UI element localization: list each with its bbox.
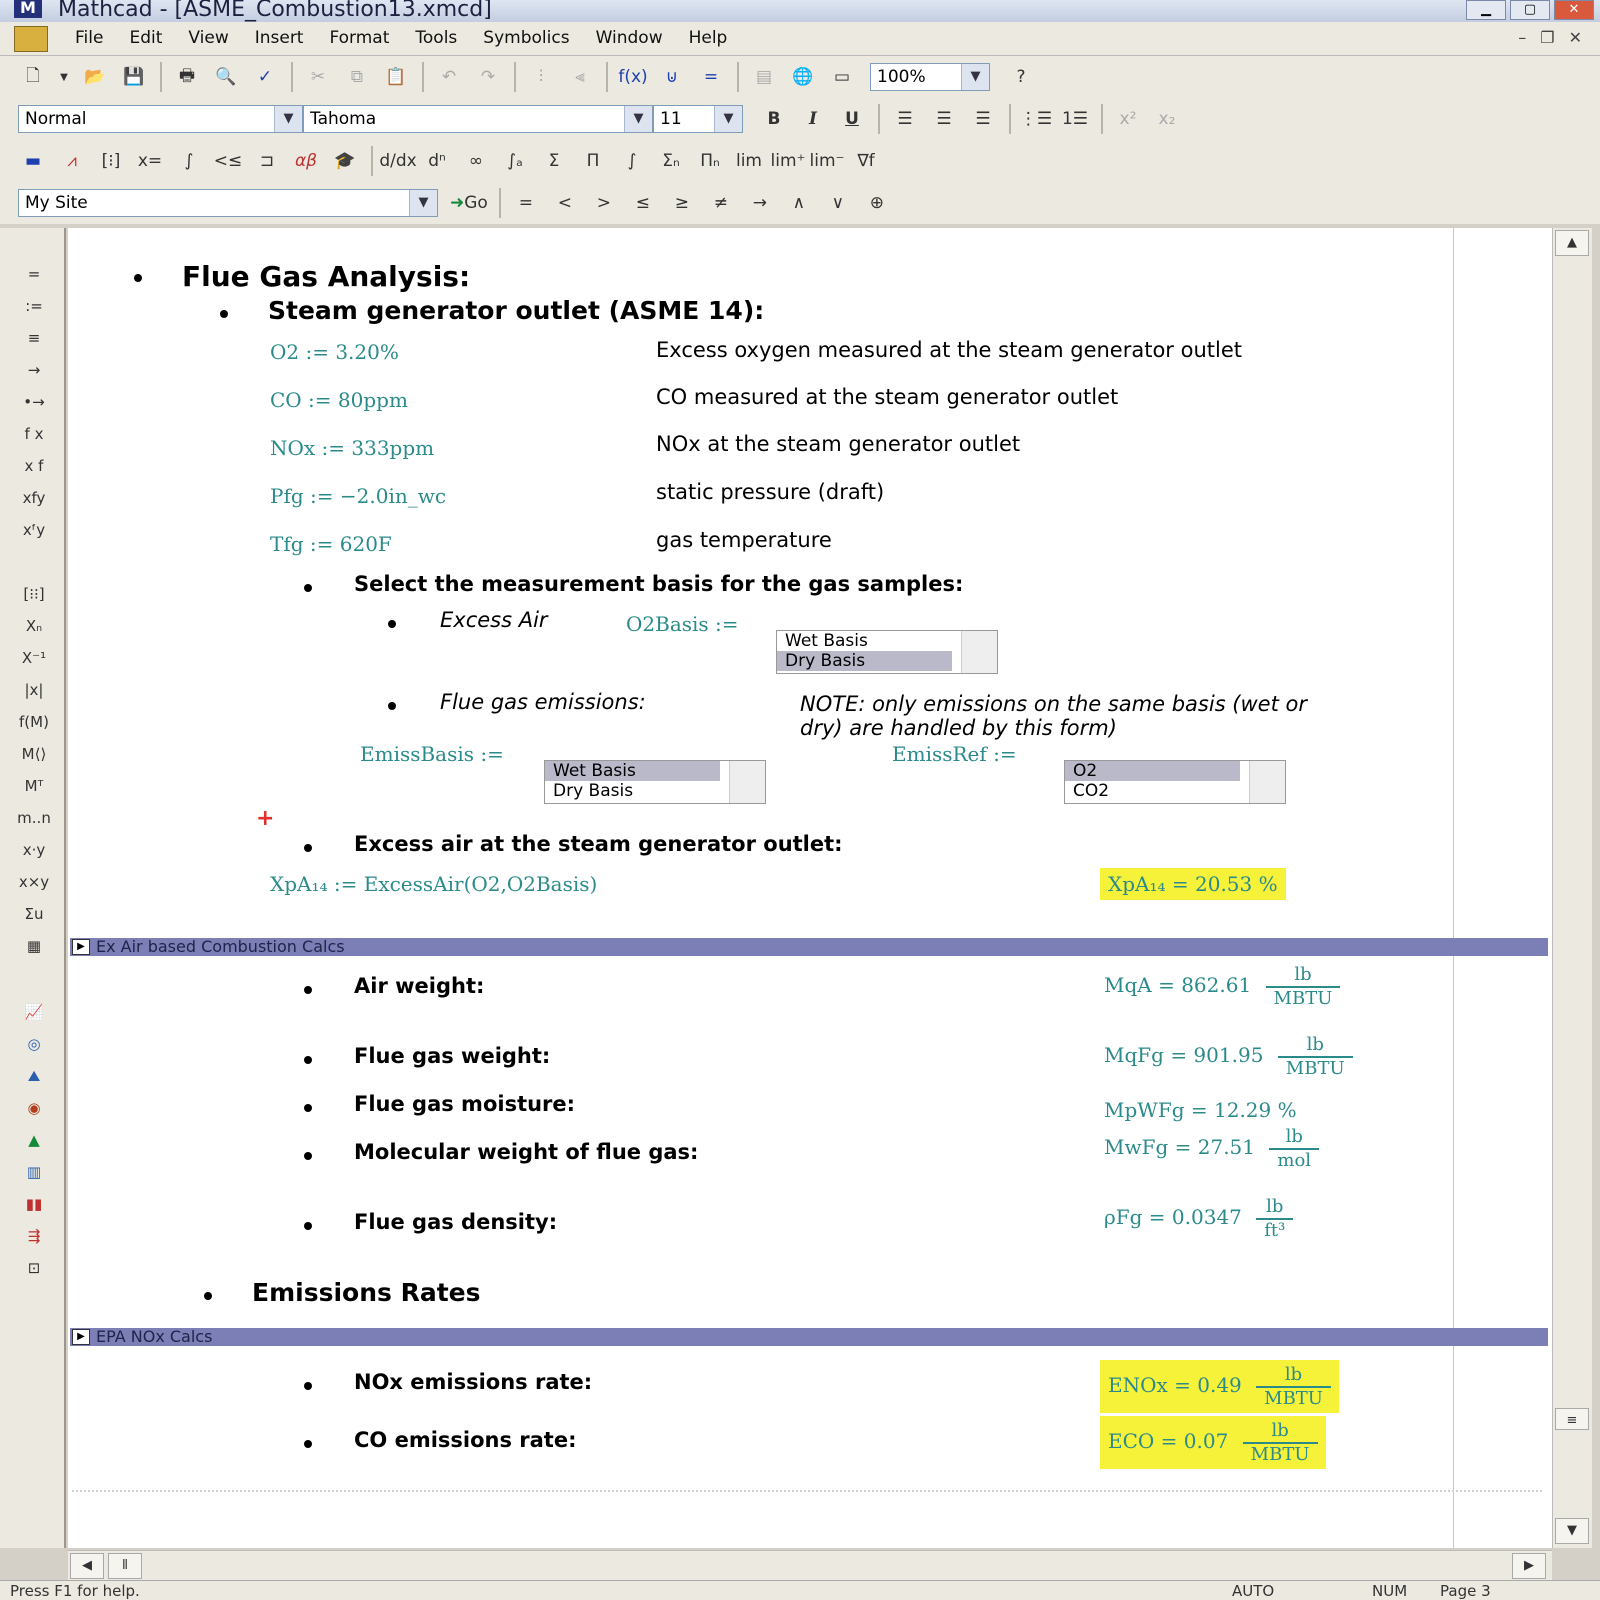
bullet xyxy=(220,310,228,318)
emissbasis-option-wet[interactable]: Wet Basis xyxy=(545,761,720,781)
font-value: Tahoma xyxy=(310,109,377,129)
left-palette xyxy=(0,228,66,1548)
less-equal-symbol-button[interactable]: ≤ xyxy=(635,193,650,213)
document-icon[interactable] xyxy=(14,26,48,52)
align-right-icon[interactable]: ☰ xyxy=(975,109,991,129)
minimize-button[interactable]: ▁ xyxy=(1466,0,1506,20)
unit-numerator: lb xyxy=(1271,1420,1289,1441)
expand-region-icon[interactable]: ▶ xyxy=(72,1329,90,1345)
excess-air-heading: Excess air at the steam generator outlet: xyxy=(354,832,843,856)
font-select[interactable] xyxy=(303,105,653,133)
close-button[interactable]: ✕ xyxy=(1554,0,1594,20)
menu-window[interactable]: Window xyxy=(595,28,663,48)
zoom-value: 100% xyxy=(877,67,926,87)
align-across-icon[interactable]: ⫶ xyxy=(538,67,544,87)
result-value: MwFg = 27.51 xyxy=(1104,1135,1256,1160)
numbered-list-icon[interactable]: 1☰ xyxy=(1061,109,1089,129)
palette-transpose-icon[interactable]: Mᵀ xyxy=(24,777,44,795)
unit-denominator: MBTU xyxy=(1243,1442,1318,1466)
result-value: ENOx = 0.49 xyxy=(1108,1373,1242,1398)
font-size-select[interactable] xyxy=(653,105,743,133)
palette-arrow-icon[interactable]: → xyxy=(27,361,41,379)
scroll-down-icon[interactable]: ▼ xyxy=(1555,1518,1589,1544)
palette-subscript-icon[interactable]: Xₙ xyxy=(25,617,43,635)
listbox-scrollbar[interactable] xyxy=(961,631,997,673)
xpa-result[interactable]: XpA₁₄ = 20.53 % xyxy=(1100,868,1286,900)
unit-denominator: mol xyxy=(1269,1148,1319,1172)
result-value: MqFg = 901.95 xyxy=(1104,1043,1264,1068)
listbox-scrollbar[interactable] xyxy=(1249,761,1285,803)
right-margin-line xyxy=(1453,228,1454,1548)
go-arrow-icon: ➜ xyxy=(450,193,465,213)
region-label: Ex Air based Combustion Calcs xyxy=(96,937,345,956)
bullet xyxy=(204,1292,212,1300)
bullet xyxy=(304,986,312,994)
result-label: Flue gas weight: xyxy=(354,1044,551,1068)
copy-icon[interactable]: ⧉ xyxy=(350,67,364,87)
calc-nth-derivative-icon[interactable]: dⁿ xyxy=(428,151,446,171)
summation-icon[interactable]: Σ xyxy=(548,151,560,171)
unit-denominator: ft³ xyxy=(1256,1218,1293,1242)
palette-global-define-icon[interactable]: ≡ xyxy=(27,329,41,347)
h-scroll-thumb[interactable]: ⦀ xyxy=(108,1553,142,1579)
style-select[interactable] xyxy=(18,105,303,133)
flue-gas-emissions-label: Flue gas emissions: xyxy=(440,690,646,714)
go-button[interactable] xyxy=(450,188,488,218)
chevron-down-icon[interactable]: ▼ xyxy=(714,106,742,132)
unit-denominator: MBTU xyxy=(1266,986,1341,1010)
tfg-description: gas temperature xyxy=(656,528,832,552)
unit-numerator: lb xyxy=(1285,1126,1303,1147)
calculus-icon[interactable]: ∫ xyxy=(184,151,194,171)
menu-file[interactable]: File xyxy=(75,28,104,48)
align-center-icon[interactable]: ☰ xyxy=(936,109,952,129)
doc-close-button[interactable]: ✕ xyxy=(1568,28,1582,47)
italic-button[interactable]: I xyxy=(809,109,817,129)
nox-description: NOx at the steam generator outlet xyxy=(656,432,1021,456)
site-select[interactable] xyxy=(18,189,438,217)
o2-description: Excess oxygen measured at the steam generator outlet xyxy=(656,338,1243,362)
unit-denominator: MBTU xyxy=(1278,1056,1353,1080)
emissref-definition: EmissRef := xyxy=(892,742,1017,766)
programming-icon[interactable]: ⊐ xyxy=(259,151,275,171)
palette-abs-icon[interactable]: |x| xyxy=(24,681,44,699)
unit-numerator: lb xyxy=(1294,964,1312,985)
menu-edit[interactable]: Edit xyxy=(129,28,163,48)
subscript-icon[interactable]: x₂ xyxy=(1158,109,1176,129)
collapsed-region-ex-air[interactable] xyxy=(70,938,1548,956)
basis-note-line2: dry) are handled by this form) xyxy=(800,716,1117,740)
collapsed-region-epa-nox[interactable] xyxy=(70,1328,1548,1346)
basis-heading: Select the measurement basis for the gas samples: xyxy=(354,572,964,596)
align-left-icon[interactable]: ☰ xyxy=(897,109,913,129)
menu-symbolics[interactable]: Symbolics xyxy=(483,28,570,48)
calculator-icon[interactable]: ▬ xyxy=(24,151,42,171)
result-label: Flue gas density: xyxy=(354,1210,558,1234)
equal-symbol-button[interactable]: = xyxy=(518,193,533,213)
menu-bar xyxy=(0,22,1600,56)
result-value: ECO = 0.07 xyxy=(1108,1429,1229,1454)
product-icon[interactable]: Π xyxy=(586,151,600,171)
flue-gas-moisture-result[interactable]: MpWFg = 12.29 % xyxy=(1104,1098,1297,1122)
palette-bar-chart-icon[interactable]: ▮▮ xyxy=(25,1195,43,1213)
print-icon[interactable]: 🖶 xyxy=(178,65,196,86)
xor-symbol-button[interactable]: ⊕ xyxy=(869,193,884,213)
vector-field-icon[interactable]: ∇f xyxy=(857,151,875,171)
superscript-icon[interactable]: x² xyxy=(1119,109,1137,129)
region-label: EPA NOx Calcs xyxy=(96,1327,213,1346)
status-calc-mode: AUTO xyxy=(1232,1582,1275,1600)
implies-symbol-button[interactable]: → xyxy=(752,193,767,213)
emission-label: CO emissions rate: xyxy=(354,1428,577,1452)
menu-view[interactable]: View xyxy=(188,28,229,48)
status-help-text: Press F1 for help. xyxy=(10,1582,140,1600)
bullet xyxy=(304,1104,312,1112)
standard-toolbar xyxy=(0,56,1600,98)
scroll-left-icon[interactable]: ◀ xyxy=(70,1553,104,1579)
o2basis-option-dry[interactable]: Dry Basis xyxy=(777,651,952,671)
graph-icon[interactable]: ⩘ xyxy=(67,151,77,171)
resources-toolbar xyxy=(0,182,1600,224)
paste-icon[interactable]: 📋 xyxy=(385,67,407,87)
basis-note: NOTE: only emissions on the same basis (wet or xyxy=(800,692,1307,716)
bullet xyxy=(304,844,312,852)
palette-surface-plot-icon[interactable]: ⛰ xyxy=(27,1067,41,1085)
greek-icon[interactable]: αβ xyxy=(294,151,318,171)
unit-numerator: lb xyxy=(1266,1196,1284,1217)
section-heading: Flue Gas Analysis: xyxy=(182,260,471,293)
print-preview-icon[interactable]: 🔍 xyxy=(215,67,237,87)
co-definition[interactable]: CO := 80ppm xyxy=(270,388,408,412)
window-title: Mathcad - [ASME_Combustion13.xmcd] xyxy=(58,0,492,22)
co-emissions-result[interactable] xyxy=(1100,1416,1326,1469)
result-value: ρFg = 0.0347 xyxy=(1104,1205,1242,1230)
matrix-icon[interactable]: [⁝] xyxy=(101,151,121,171)
save-icon[interactable]: 💾 xyxy=(123,67,145,87)
greater-equal-symbol-button[interactable]: ≥ xyxy=(674,193,689,213)
insertion-cursor-icon: + xyxy=(256,806,275,831)
nox-emissions-result[interactable] xyxy=(1100,1360,1339,1413)
style-value: Normal xyxy=(25,109,87,129)
palette-contour-plot-icon[interactable]: ◉ xyxy=(27,1099,41,1117)
insert-unit-icon[interactable]: ⊍ xyxy=(665,67,679,87)
air-weight-result[interactable] xyxy=(1104,964,1340,1009)
palette-cross-product-icon[interactable]: x×y xyxy=(18,873,50,891)
flue-gas-weight-result[interactable] xyxy=(1104,1034,1353,1079)
spell-check-icon[interactable]: ✓ xyxy=(257,67,273,87)
palette-sum-icon[interactable]: Σu xyxy=(24,905,44,923)
bullet xyxy=(304,1056,312,1064)
range-product-icon[interactable]: Πₙ xyxy=(700,151,720,171)
excess-air-label: Excess Air xyxy=(440,608,548,632)
mathcad-logo-icon: M xyxy=(14,0,42,18)
definite-integral-icon[interactable]: ∫ₐ xyxy=(507,151,523,171)
result-label: Air weight: xyxy=(354,974,485,998)
palette-equals-icon[interactable]: = xyxy=(27,265,41,283)
and-symbol-button[interactable]: ∧ xyxy=(792,193,806,213)
emissbasis-listbox[interactable] xyxy=(544,760,766,804)
xpa-definition[interactable]: XpA₁₄ := ExcessAir(O2,O2Basis) xyxy=(270,872,598,896)
palette-xfy-sub-icon[interactable]: xᶠy xyxy=(22,521,46,539)
palette-xy-plot-icon[interactable]: 📈 xyxy=(24,1003,44,1021)
bullet xyxy=(304,1440,312,1448)
chevron-down-icon[interactable]: ▼ xyxy=(624,106,652,132)
co-description: CO measured at the steam generator outlet xyxy=(656,385,1119,409)
o2basis-option-wet[interactable]: Wet Basis xyxy=(785,631,868,651)
chevron-down-icon[interactable]: ▼ xyxy=(274,106,302,132)
palette-xfy-icon[interactable]: xfy xyxy=(22,489,46,507)
status-num-lock: NUM xyxy=(1372,1582,1408,1600)
emissions-heading: Emissions Rates xyxy=(252,1278,481,1307)
font-size-value: 11 xyxy=(660,109,682,129)
bullet xyxy=(304,584,312,592)
greater-symbol-button[interactable]: > xyxy=(596,193,611,213)
listbox-scrollbar[interactable] xyxy=(729,761,765,803)
status-bar xyxy=(0,1580,1600,1600)
limit-left-icon[interactable]: lim⁻ xyxy=(809,151,845,171)
pfg-description: static pressure (draft) xyxy=(656,480,885,504)
nox-definition[interactable]: NOx := 333ppm xyxy=(270,436,435,460)
new-icon[interactable]: 🗋 xyxy=(26,65,40,86)
zoom-select[interactable] xyxy=(870,63,990,91)
cut-icon[interactable]: ✂ xyxy=(310,67,326,87)
redo-icon[interactable]: ↷ xyxy=(480,67,496,87)
palette-range-icon[interactable]: m..n xyxy=(17,809,51,827)
emissbasis-definition: EmissBasis := xyxy=(360,742,504,766)
maximize-button[interactable]: ▢ xyxy=(1510,0,1550,20)
menu-tools[interactable]: Tools xyxy=(415,28,458,48)
palette-fx-icon[interactable]: f x xyxy=(24,425,44,443)
indefinite-integral-icon[interactable]: ∫ xyxy=(627,151,637,171)
formatting-toolbar xyxy=(0,98,1600,140)
doc-minimize-button[interactable]: – xyxy=(1518,28,1527,47)
emissref-option-o2[interactable]: O2 xyxy=(1065,761,1240,781)
palette-picture-icon[interactable]: ▦ xyxy=(26,937,42,955)
or-symbol-button[interactable]: ∨ xyxy=(831,193,845,213)
window-icon[interactable]: ▭ xyxy=(833,67,851,87)
go-label: Go xyxy=(464,193,488,213)
range-sum-icon[interactable]: Σₙ xyxy=(662,151,680,171)
expand-region-icon[interactable]: ▶ xyxy=(72,939,90,955)
palette-vectorize-icon[interactable]: f(M) xyxy=(19,713,49,731)
emission-label: NOx emissions rate: xyxy=(354,1370,593,1394)
menu-insert[interactable]: Insert xyxy=(254,28,304,48)
flue-gas-density-result[interactable] xyxy=(1104,1196,1293,1241)
evaluation-icon[interactable]: x= xyxy=(137,151,163,171)
bullet xyxy=(304,1152,312,1160)
menu-help[interactable]: Help xyxy=(688,28,728,48)
page-break-line xyxy=(72,1490,1542,1492)
help-icon[interactable]: ? xyxy=(1016,67,1026,87)
menu-format[interactable]: Format xyxy=(329,28,390,48)
limit-right-icon[interactable]: lim⁺ xyxy=(770,151,806,171)
insert-component-icon[interactable]: ▤ xyxy=(755,67,773,87)
chevron-down-icon[interactable]: ▼ xyxy=(961,64,989,90)
open-icon[interactable]: 📂 xyxy=(84,67,106,87)
palette-3d-bar-icon[interactable]: ▥ xyxy=(26,1163,42,1181)
status-page-number: Page 3 xyxy=(1440,1582,1491,1600)
new-dropdown-icon[interactable]: ▼ xyxy=(60,71,68,83)
subsection-heading: Steam generator outlet (ASME 14): xyxy=(268,296,765,325)
undo-icon[interactable]: ↶ xyxy=(441,67,457,87)
vertical-scrollbar[interactable] xyxy=(1552,228,1592,1548)
not-equal-symbol-button[interactable]: ≠ xyxy=(713,193,728,213)
site-value: My Site xyxy=(25,193,88,213)
unit-numerator: lb xyxy=(1306,1034,1324,1055)
calculate-icon[interactable]: = xyxy=(703,67,719,87)
math-toolbar xyxy=(0,140,1600,182)
scroll-right-icon[interactable]: ▶ xyxy=(1512,1553,1546,1579)
unit-denominator: MBTU xyxy=(1256,1386,1331,1410)
result-label: Flue gas moisture: xyxy=(354,1092,576,1116)
o2-definition[interactable]: O2 := 3.20% xyxy=(270,340,399,364)
palette-inverse-icon[interactable]: X⁻¹ xyxy=(21,649,47,667)
tfg-definition[interactable]: Tfg := 620F xyxy=(270,532,392,556)
doc-restore-button[interactable]: ❐ xyxy=(1540,28,1555,47)
palette-define-icon[interactable]: := xyxy=(25,297,43,315)
emissbasis-option-dry[interactable]: Dry Basis xyxy=(553,781,634,801)
align-down-icon[interactable]: ⫷ xyxy=(575,67,585,87)
title-bar xyxy=(0,0,1600,22)
palette-dot-arrow-icon[interactable]: •→ xyxy=(23,393,45,411)
calc-derivative-icon[interactable]: d/dx xyxy=(379,151,417,171)
pfg-definition[interactable]: Pfg := −2.0in_wc xyxy=(270,484,447,508)
bullet xyxy=(134,274,142,282)
palette-polar-plot-icon[interactable]: ◎ xyxy=(27,1035,41,1053)
infinity-icon[interactable]: ∞ xyxy=(468,151,484,171)
underline-button[interactable]: U xyxy=(845,109,859,129)
horizontal-scrollbar[interactable] xyxy=(68,1550,1552,1580)
scroll-thumb[interactable]: ≡ xyxy=(1555,1408,1589,1430)
boolean-icon[interactable]: <≤ xyxy=(213,151,243,171)
palette-dot-product-icon[interactable]: x·y xyxy=(22,841,46,859)
palette-vector-field-icon[interactable]: ⇶ xyxy=(27,1227,41,1245)
bullet xyxy=(388,620,396,628)
scroll-up-icon[interactable]: ▲ xyxy=(1555,230,1589,256)
symbolic-icon[interactable]: 🎓 xyxy=(334,151,356,171)
o2basis-listbox[interactable] xyxy=(776,630,998,674)
limit-icon[interactable]: lim xyxy=(735,151,762,171)
bullet xyxy=(304,1382,312,1390)
result-label: Molecular weight of flue gas: xyxy=(354,1140,699,1164)
bullet xyxy=(388,702,396,710)
palette-3d-scatter-icon[interactable]: ▲ xyxy=(28,1131,40,1149)
chevron-down-icon[interactable]: ▼ xyxy=(409,190,437,216)
insert-function-icon[interactable]: f(x) xyxy=(618,67,648,87)
palette-xf-icon[interactable]: x f xyxy=(24,457,44,475)
bold-button[interactable]: B xyxy=(767,109,781,129)
emissref-option-co2[interactable]: CO2 xyxy=(1073,781,1110,801)
result-value: MqA = 862.61 xyxy=(1104,973,1252,998)
palette-matrix-icon[interactable]: [⁝⁝] xyxy=(23,585,45,603)
o2basis-definition: O2Basis := xyxy=(626,612,739,636)
bullet-list-icon[interactable]: ⋮☰ xyxy=(1019,109,1053,129)
resource-center-icon[interactable]: 🌐 xyxy=(792,67,814,87)
molecular-weight-result[interactable] xyxy=(1104,1126,1319,1171)
palette-superscript-icon[interactable]: M⟨⟩ xyxy=(21,745,47,763)
unit-numerator: lb xyxy=(1284,1364,1303,1385)
bullet xyxy=(304,1222,312,1230)
palette-plot-wizard-icon[interactable]: ⊡ xyxy=(27,1259,41,1277)
emissref-listbox[interactable] xyxy=(1064,760,1286,804)
less-symbol-button[interactable]: < xyxy=(557,193,572,213)
